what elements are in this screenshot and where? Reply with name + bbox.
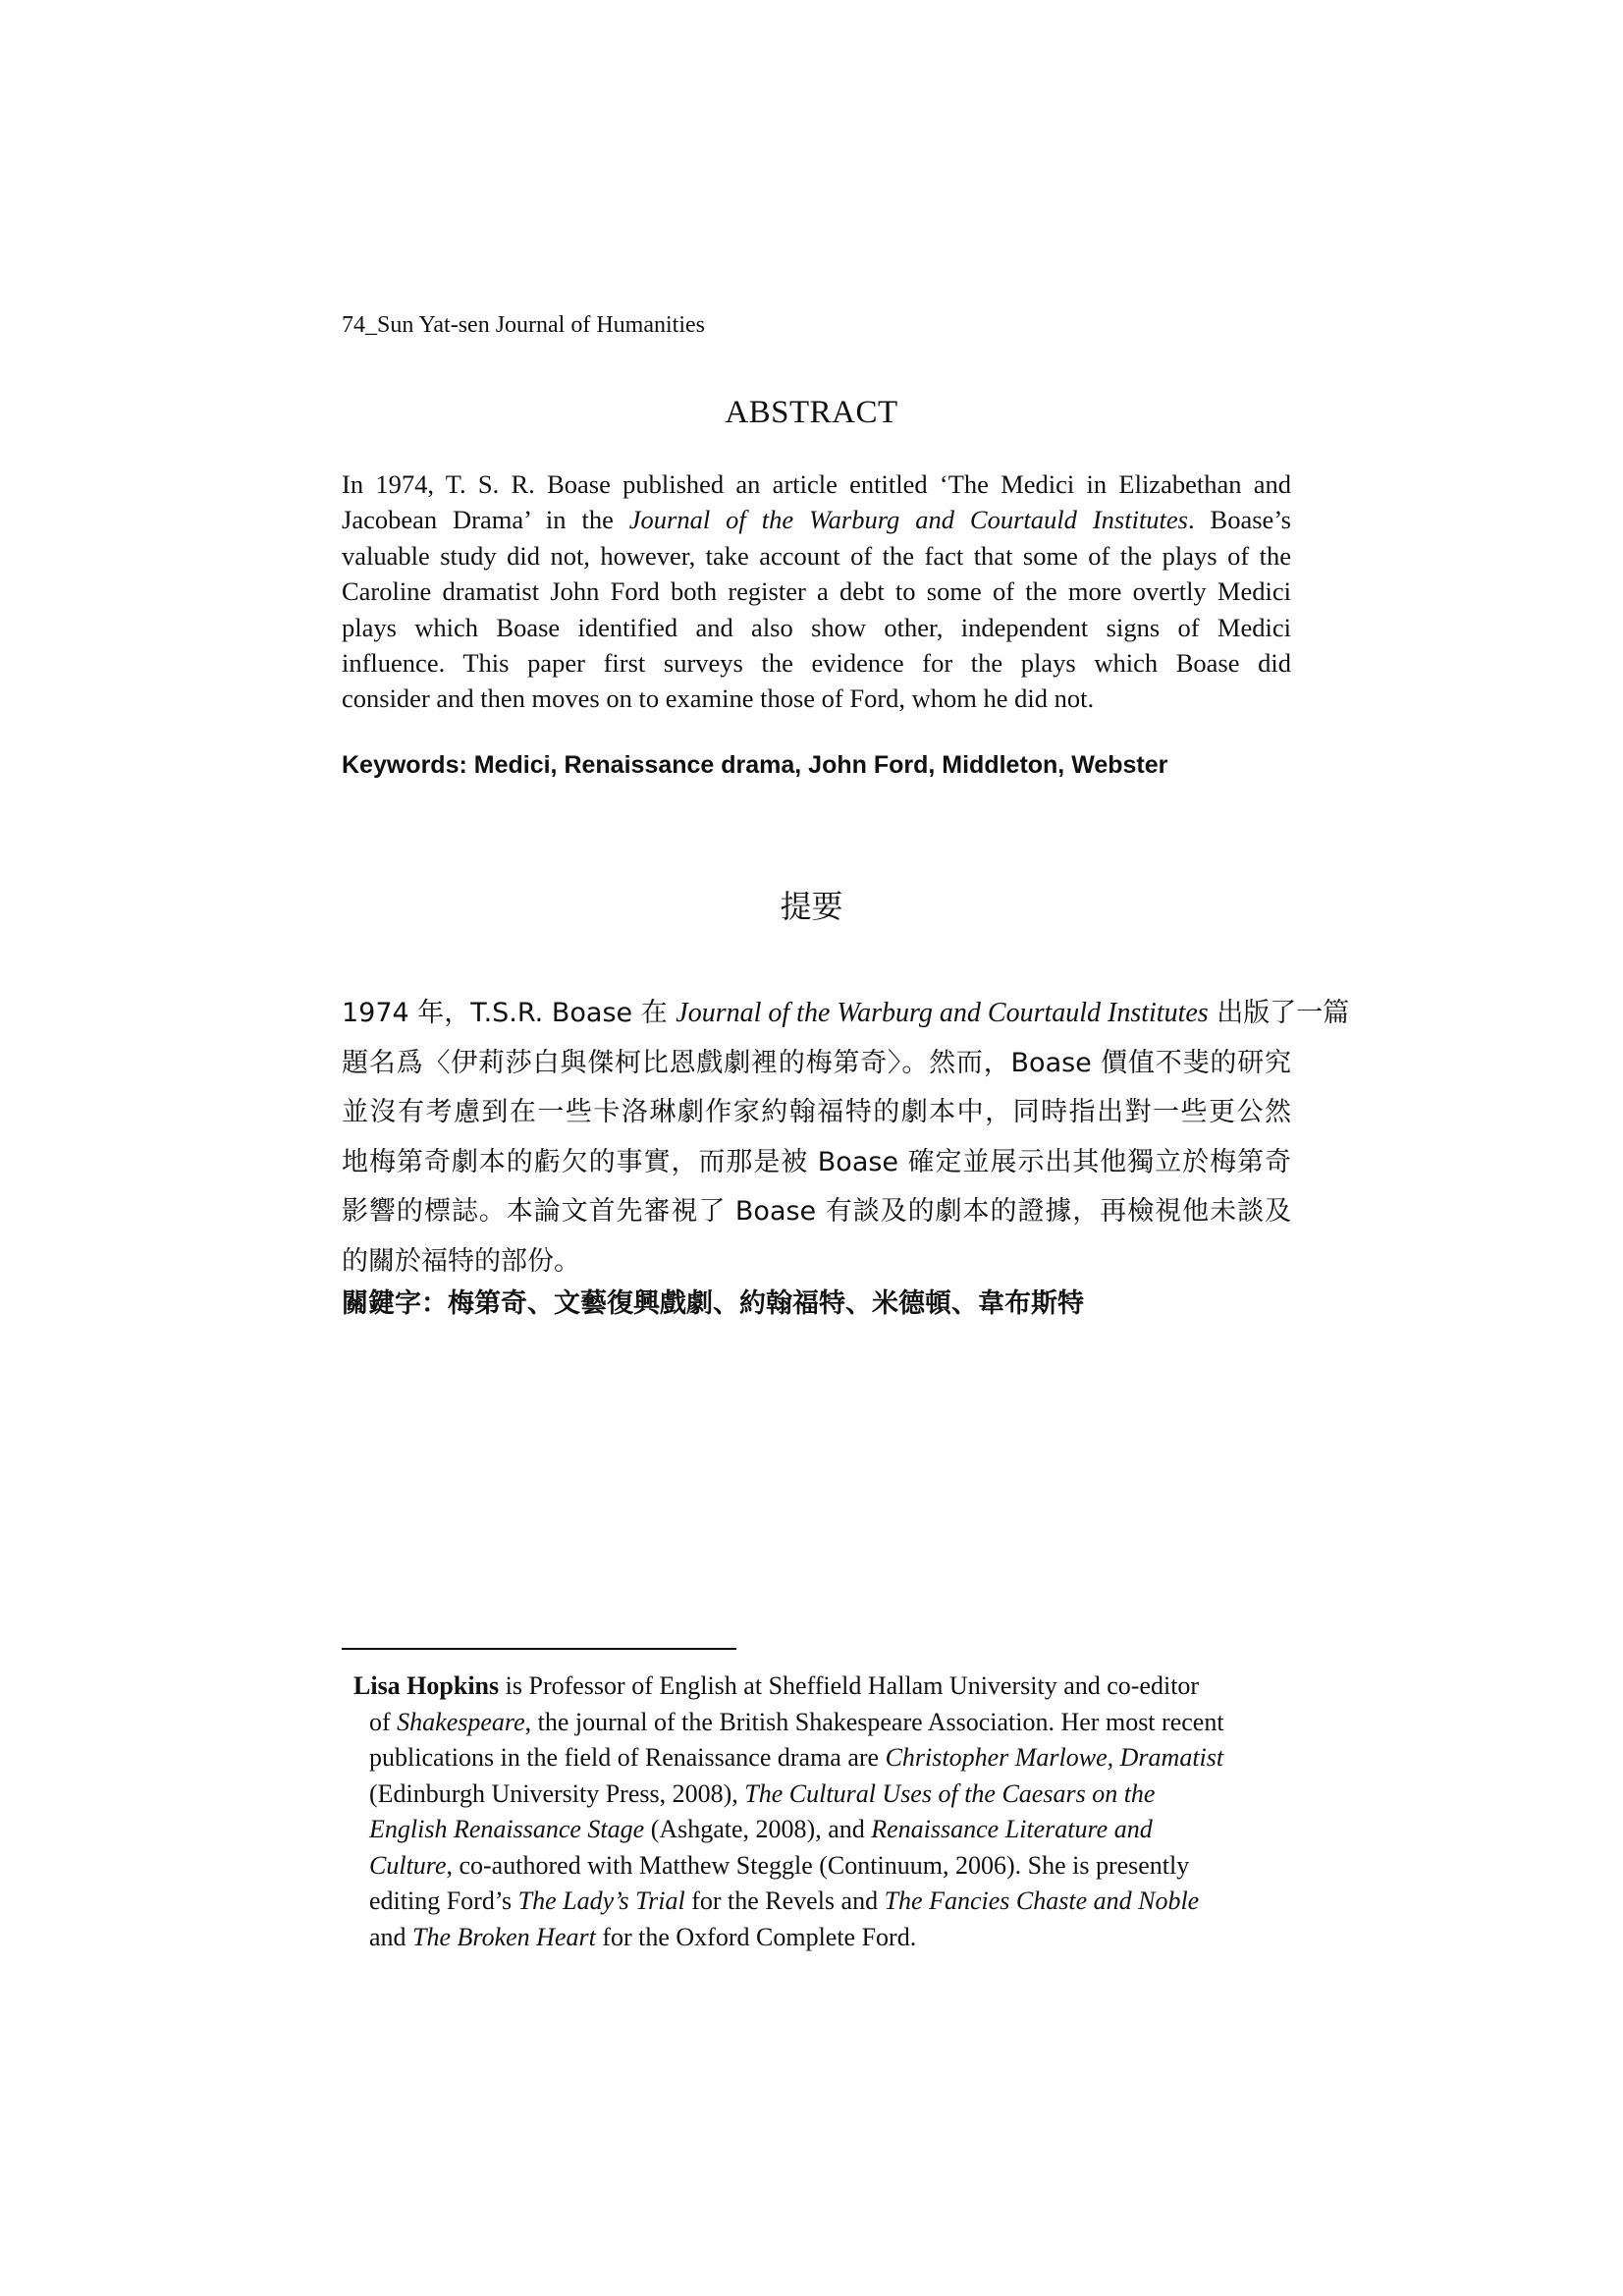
abstract-line: influence. This paper first surveys the evidence for the plays which Boase did: [342, 648, 1291, 679]
chinese-line-text: 出版了一篇: [1208, 998, 1350, 1028]
publication-title: The Broken Heart: [412, 1922, 596, 1951]
footnote-line: [353, 1705, 1296, 1741]
footnote-text: is Professor of English at Sheffield Hallam University and co-editor: [499, 1671, 1200, 1700]
chinese-abstract-line: 並沒有考慮到在一些卡洛琳劇作家約翰福特的劇本中，同時指出對一些更公然: [342, 1097, 1291, 1127]
publication-title: Shakespeare: [397, 1707, 525, 1736]
footnote-line: [353, 1668, 1296, 1705]
chinese-abstract-line: 題名爲〈伊莉莎白與傑柯比恩戲劇裡的梅第奇〉。然而，Boase 價值不斐的研究: [342, 1047, 1291, 1078]
abstract-line: In 1974, T. S. R. Boase published an article entitled ‘The Medici in Elizabethan and: [342, 469, 1291, 499]
author-footnote: [353, 1668, 1296, 1955]
chinese-abstract-line: 的關於福特的部份。: [342, 1245, 580, 1277]
footnote-text: (Ashgate, 2008), and: [644, 1815, 872, 1843]
chinese-abstract-line: 影響的標誌。本論文首先審視了 Boase 有談及的劇本的證據，再檢視他未談及: [342, 1196, 1291, 1227]
chinese-abstract-line: [342, 989, 1350, 1039]
abstract-line-text: . Boase’s: [1188, 505, 1291, 535]
footnote-divider: [342, 1648, 736, 1650]
abstract-heading: ABSTRACT: [725, 395, 898, 430]
publication-title: English Renaissance Stage: [369, 1815, 645, 1843]
publication-title: Renaissance Literature and: [871, 1815, 1153, 1843]
keywords-chinese: 關鍵字：梅第奇、文藝復興戲劇、約翰福特、米德頓、韋布斯特: [342, 1288, 1084, 1319]
abstract-line-text: Jacobean Drama’ in the: [342, 505, 629, 535]
publication-title: Culture: [369, 1850, 447, 1880]
footnote-text: (Edinburgh University Press, 2008),: [369, 1778, 745, 1808]
publication-title: Christopher Marlowe, Dramatist: [885, 1743, 1224, 1772]
chinese-abstract-heading: 提要: [780, 888, 843, 925]
footnote-text: publications in the field of Renaissance drama are: [369, 1743, 886, 1772]
publication-title: The Cultural Uses of the Caesars on the: [744, 1778, 1156, 1808]
chinese-abstract-body: [342, 989, 1350, 1286]
footnote-text: of: [369, 1707, 398, 1736]
abstract-line: consider and then moves on to examine those of Ford, whom he did not.: [342, 683, 1095, 714]
publication-title: The Lady’s Trial: [517, 1886, 685, 1915]
abstract-line: [342, 502, 1291, 537]
footnote-line: [353, 1812, 1296, 1848]
keywords-english: Keywords: Medici, Renaissance drama, John Ford, Middleton, Webster: [342, 751, 1168, 779]
abstract-line: valuable study did not, however, take account of the fact that some of the plays of the: [342, 540, 1291, 571]
chinese-line-text: 1974 年，T.S.R. Boase 在: [342, 998, 676, 1028]
running-header: 74_Sun Yat-sen Journal of Humanities: [342, 312, 705, 338]
author-name: Lisa Hopkins: [353, 1671, 500, 1700]
footnote-line: [353, 1740, 1296, 1777]
journal-title: Journal of the Warburg and Courtauld Institutes: [676, 998, 1209, 1028]
footnote-line: [353, 1848, 1296, 1885]
footnote-line: [353, 1777, 1296, 1813]
footnote-text: , co-authored with Matthew Steggle (Continuum, 2006). She is presently: [446, 1850, 1190, 1880]
footnote-text: for the Oxford Complete Ford.: [595, 1922, 917, 1951]
abstract-body: [342, 466, 1291, 717]
footnote-text: editing Ford’s: [369, 1886, 518, 1915]
footnote-line: [353, 1884, 1296, 1920]
publication-title: The Fancies Chaste and Noble: [884, 1886, 1200, 1915]
chinese-abstract-line: 地梅第奇劇本的虧欠的事實，而那是被 Boase 確定並展示出其他獨立於梅第奇: [342, 1146, 1291, 1177]
footnote-text: for the Revels and: [684, 1886, 885, 1915]
footnote-line: [353, 1920, 1296, 1956]
abstract-line: plays which Boase identified and also show other, independent signs of Medici: [342, 612, 1291, 642]
abstract-line: Caroline dramatist John Ford both register a debt to some of the more overtly Medici: [342, 576, 1291, 607]
footnote-text: , the journal of the British Shakespeare Association. Her most recent: [524, 1707, 1224, 1736]
footnote-text: and: [369, 1922, 413, 1951]
journal-title: Journal of the Warburg and Courtauld Institutes: [628, 505, 1188, 535]
